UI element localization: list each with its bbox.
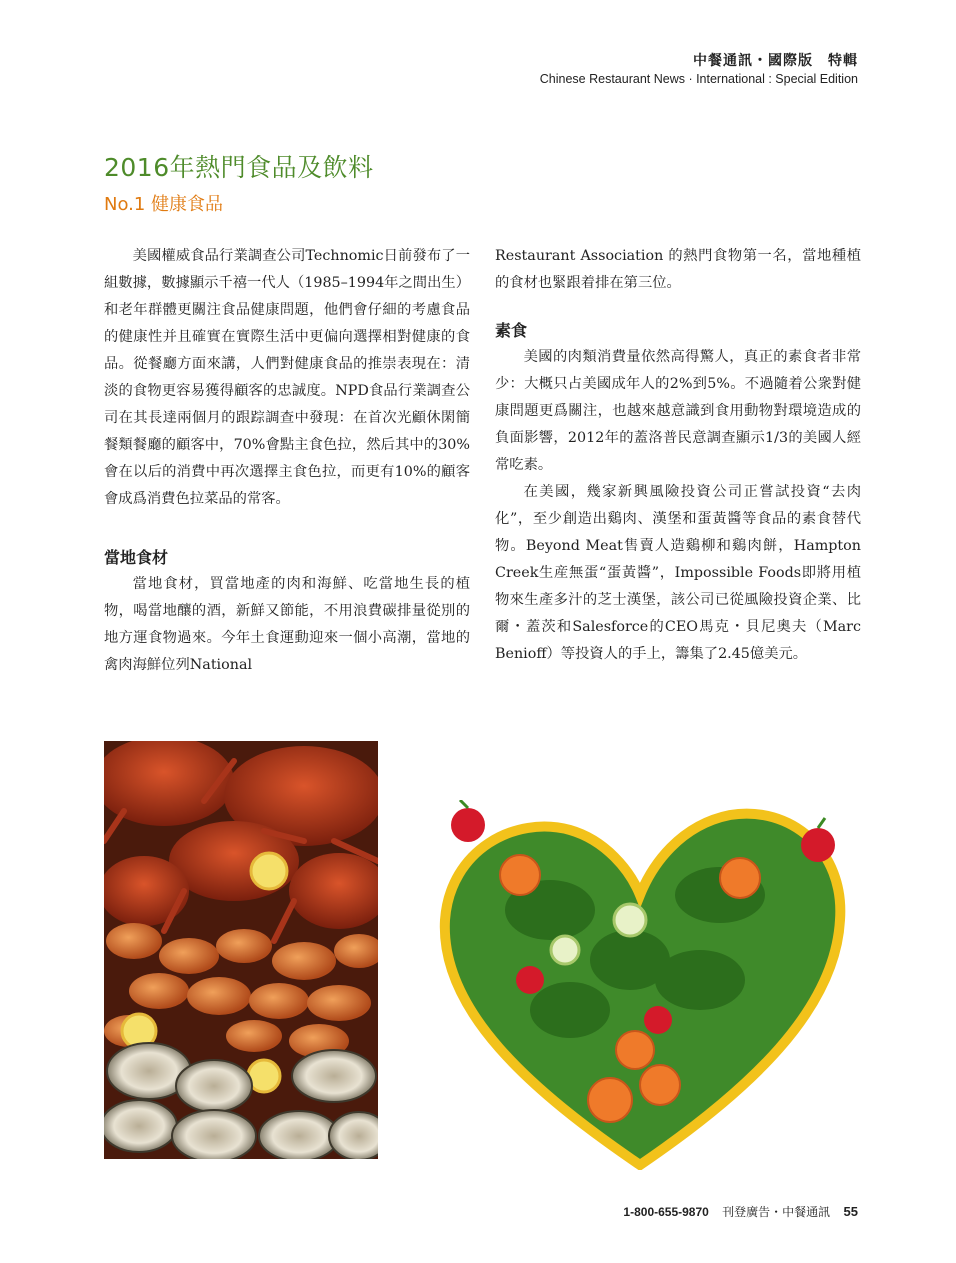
header-chinese: 中餐通訊・國際版 特輯: [693, 53, 858, 69]
right-column: [495, 243, 861, 668]
vegetable-heart-photo: [420, 800, 860, 1170]
magazine-header: [540, 50, 858, 86]
seafood-photo: [104, 741, 378, 1159]
page-footer: [623, 1203, 858, 1220]
page-number: 55: [843, 1204, 858, 1219]
article-title: 2016年熱門食品及飲料: [104, 153, 374, 182]
intro-paragraph: 美國權威食品行業調查公司Technomic日前發布了一組數據，數據顯示千禧一代人（1985–1994年之間出生）和老年群體更關注食品健康問題，他們會仔細的考慮食品的健康性并且確實在實際生活中更偏向選擇相對健康的食品。從餐廳方面來講，人們對健康食品的推崇表現在：清淡的食物更容易獲得顧客的忠誠度。NPD食品行業調查公司在其長達兩個月的跟踪調查中發現：在首次光顧休閑簡餐類餐廳的顧客中，70%會點主食色拉，然后其中的30%會在以后的消費中再次選擇主食色拉，而更有10%的顧客會成爲消費色拉菜品的常客。: [104, 248, 470, 507]
left-column: [104, 243, 470, 679]
vegetable-heart-illustration: [420, 800, 860, 1170]
section-heading-vegetarian: 素食: [495, 321, 528, 340]
vegetarian-paragraph-1: 美國的肉類消費量依然高得驚人，真正的素食者非常少：大概只占美國成年人的2%到5%。不過隨着公衆對健康問題更爲關注，也越來越意識到食用動物對環境造成的負面影響，2012年的蓋洛普民意調查顯示1/3的美國人經常吃素。: [495, 349, 861, 473]
local-paragraph: 當地食材，買當地產的肉和海鮮、吃當地生長的植物，喝當地釀的酒，新鮮又節能，不用浪費碳排量從別的地方運食物過來。今年土食運動迎來一個小高潮，當地的禽肉海鮮位列National: [104, 576, 470, 673]
section-heading-local: 當地食材: [104, 548, 169, 567]
vegetarian-paragraph-2: 在美國，幾家新興風險投資公司正嘗試投資“去肉化”，至少創造出鷄肉、漢堡和蛋黃醬等食品的素食替代物。Beyond Meat售賣人造鷄柳和鷄肉餅，Hampton Creek生産無蛋“蛋黃醬”，Impossible Foods即將用植物來生產多汁的芝士漢堡，該公司已從風險投資企業、比爾・蓋茨和Salesforce的CEO馬克・貝尼奧夫（Marc Benioff）等投資人的手上，籌集了2.45億美元。: [495, 484, 861, 662]
local-paragraph-continued: Restaurant Association 的熱門食物第一名，當地種植的食材也緊跟着排在第三位。: [495, 248, 861, 291]
seafood-illustration: [104, 741, 378, 1159]
footer-phone: 1-800-655-9870: [623, 1205, 709, 1219]
footer-advertise: 刊登廣告・中餐通訊: [722, 1205, 831, 1219]
header-english: Chinese Restaurant News · International : Special Edition: [539, 72, 858, 86]
article-subtitle: No.1 健康食品: [104, 194, 224, 215]
